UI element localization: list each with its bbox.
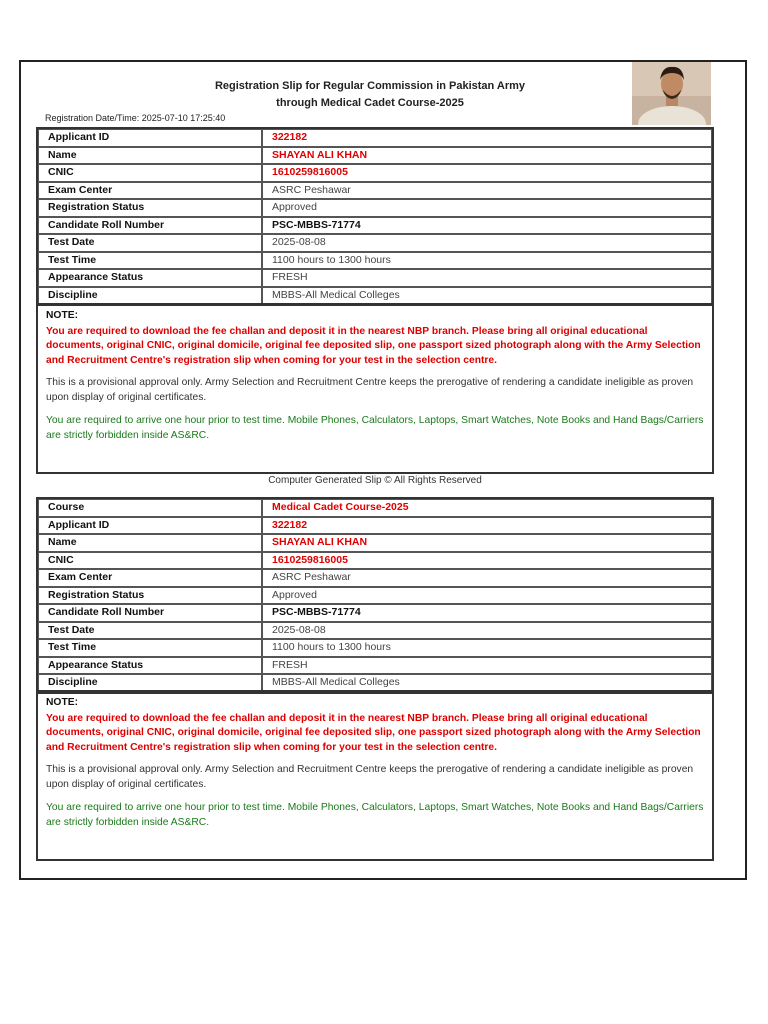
row-label: Exam Center — [38, 182, 262, 200]
slip-title-line1: Registration Slip for Regular Commission in Pakistan Army — [214, 80, 526, 92]
row-label: CNIC — [38, 164, 262, 182]
table-row — [38, 517, 712, 535]
row-label: Name — [38, 147, 262, 165]
row-label: Candidate Roll Number — [38, 217, 262, 235]
row-value: 1610259816005 — [262, 164, 712, 182]
table-row — [38, 129, 712, 147]
row-value: MBBS-All Medical Colleges — [262, 674, 712, 692]
table-row — [38, 234, 712, 252]
row-label: Appearance Status — [38, 657, 262, 675]
table-row — [38, 147, 712, 165]
note-arrival-instructions: You are required to arrive one hour prior to test time. Mobile Phones, Calculators, Laptops, Smart Watches, Note Books and Hand Bags/Carriers are strictly forbidden inside AS&RC. — [46, 415, 704, 441]
row-label: Discipline — [38, 674, 262, 692]
slip-title-line2: through Medical Cadet Course-2025 — [276, 97, 464, 109]
table-row — [38, 164, 712, 182]
row-label: Test Time — [38, 639, 262, 657]
note-box-2 — [36, 690, 714, 861]
table-row — [38, 199, 712, 217]
row-value: PSC-MBBS-71774 — [262, 217, 712, 235]
note-fee-instructions: You are required to download the fee challan and deposit it in the nearest NBP branch. Please bring all original educational documents, original CNIC, original domicile, original fee deposited slip, one passport sized photograph along with the Army Selection and Recruitment Centre's registration slip when coming for your test in the selection centre. — [46, 325, 701, 366]
note-provisional-approval: This is a provisional approval only. Army Selection and Recruitment Centre keeps the prerogative of rendering a candidate ineligible as proven upon display of original certificates. — [46, 764, 694, 790]
row-label: Registration Status — [38, 587, 262, 605]
row-label: Applicant ID — [38, 129, 262, 147]
row-value: 2025-08-08 — [262, 622, 712, 640]
note-box-1 — [36, 303, 714, 474]
row-label: Registration Status — [38, 199, 262, 217]
table-row — [38, 622, 712, 640]
row-value: ASRC Peshawar — [262, 182, 712, 200]
applicant-info-table-2 — [36, 497, 714, 694]
row-value: Approved — [262, 587, 712, 605]
row-value: SHAYAN ALI KHAN — [262, 147, 712, 165]
table-row — [38, 499, 712, 517]
row-label: Test Time — [38, 252, 262, 270]
table-row — [38, 674, 712, 692]
row-value: 1100 hours to 1300 hours — [262, 252, 712, 270]
row-value: 322182 — [262, 517, 712, 535]
table-row — [38, 269, 712, 287]
note-fee-instructions: You are required to download the fee challan and deposit it in the nearest NBP branch. Please bring all original educational documents, original CNIC, original domicile, original fee deposited slip, one passport sized photograph along with the Army Selection and Recruitment Centre's registration slip when coming for your test in the selection centre. — [46, 712, 701, 753]
row-label: Course — [38, 499, 262, 517]
row-value: PSC-MBBS-71774 — [262, 604, 712, 622]
table-row — [38, 604, 712, 622]
row-value: ASRC Peshawar — [262, 569, 712, 587]
row-value: 2025-08-08 — [262, 234, 712, 252]
row-label: Exam Center — [38, 569, 262, 587]
note-arrival-instructions: You are required to arrive one hour prior to test time. Mobile Phones, Calculators, Laptops, Smart Watches, Note Books and Hand Bags/Carriers are strictly forbidden inside AS&RC. — [46, 802, 704, 828]
table-row — [38, 569, 712, 587]
row-value: FRESH — [262, 657, 712, 675]
row-label: Appearance Status — [38, 269, 262, 287]
row-label: Candidate Roll Number — [38, 604, 262, 622]
row-value: FRESH — [262, 269, 712, 287]
row-value: SHAYAN ALI KHAN — [262, 534, 712, 552]
table-row — [38, 552, 712, 570]
row-label: Applicant ID — [38, 517, 262, 535]
row-value: 322182 — [262, 129, 712, 147]
note-heading: NOTE: — [46, 697, 79, 708]
table-row — [38, 587, 712, 605]
table-row — [38, 287, 712, 305]
row-label: Name — [38, 534, 262, 552]
table-row — [38, 639, 712, 657]
table-row — [38, 217, 712, 235]
table-row — [38, 534, 712, 552]
row-value: MBBS-All Medical Colleges — [262, 287, 712, 305]
applicant-info-table-1 — [36, 127, 714, 306]
copyright-footer: Computer Generated Slip © All Rights Reserved — [268, 475, 482, 486]
table-row — [38, 252, 712, 270]
table-row — [38, 182, 712, 200]
row-label: Test Date — [38, 234, 262, 252]
row-value: 1610259816005 — [262, 552, 712, 570]
row-value: Approved — [262, 199, 712, 217]
table-row — [38, 657, 712, 675]
row-value: 1100 hours to 1300 hours — [262, 639, 712, 657]
row-label: Test Date — [38, 622, 262, 640]
applicant-photo — [632, 62, 711, 125]
row-value: Medical Cadet Course-2025 — [262, 499, 712, 517]
note-heading: NOTE: — [46, 310, 79, 321]
note-provisional-approval: This is a provisional approval only. Army Selection and Recruitment Centre keeps the prerogative of rendering a candidate ineligible as proven upon display of original certificates. — [46, 377, 694, 403]
registration-datetime: Registration Date/Time: 2025-07-10 17:25:40 — [45, 113, 226, 123]
row-label: Discipline — [38, 287, 262, 305]
row-label: CNIC — [38, 552, 262, 570]
